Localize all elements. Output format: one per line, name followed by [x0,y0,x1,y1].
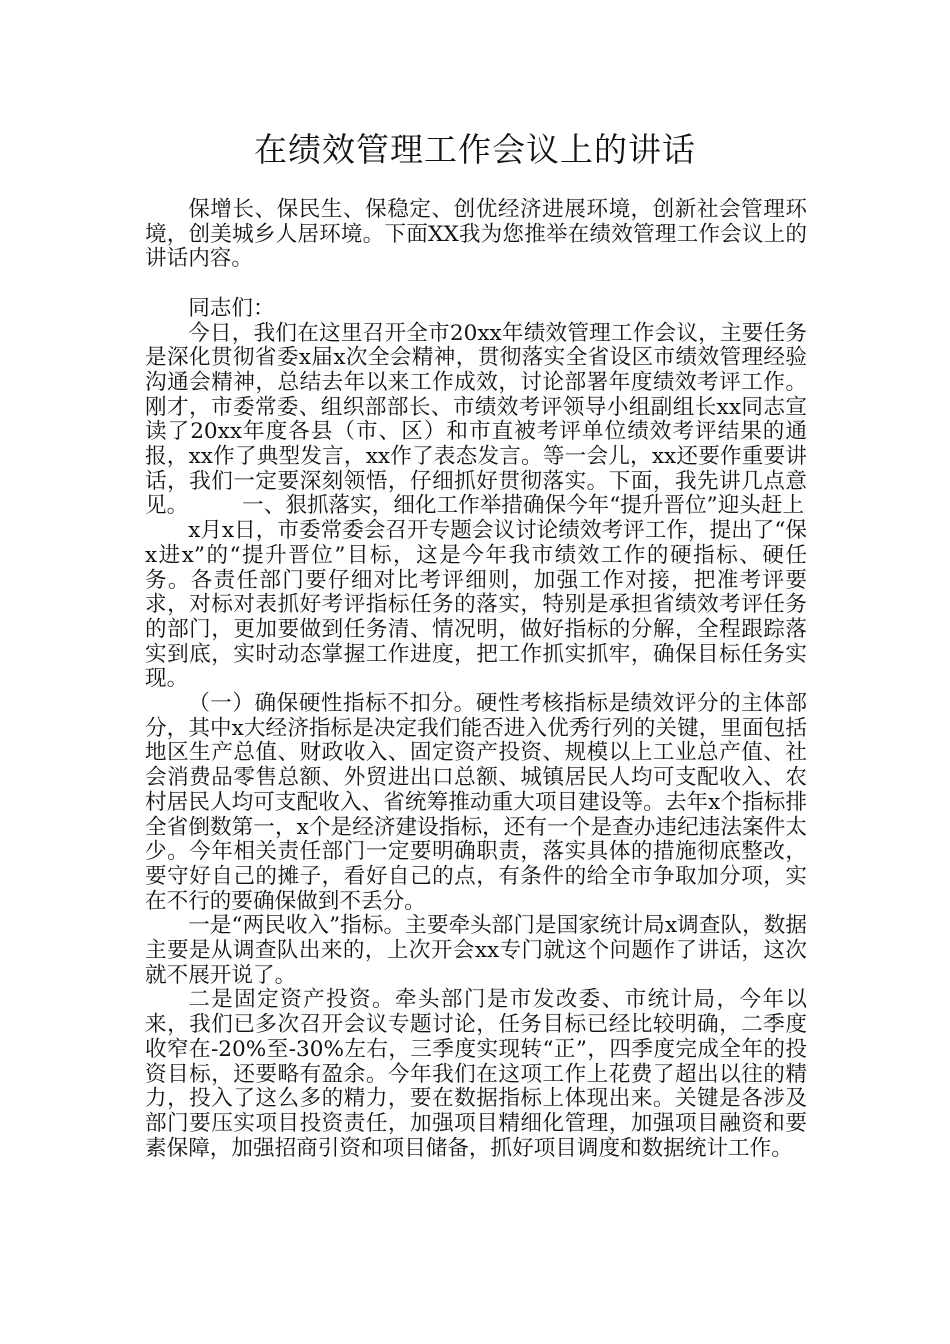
document-body [145,198,807,1161]
body-paragraph: 今日，我们在这里召开全市20xx年绩效管理工作会议，主要任务是深化贯彻省委x届x次全会精神，贯彻落实全省设区市绩效管理经验沟通会精神，总结去年以来工作成效，讨论部署年度绩效考评工作。刚才，市委常委、组织部部长、市绩效考评领导小组副组长xx同志宣读了20xx年度各县（市、区）和市直被考评单位绩效考评结果的通报，xx作了典型发言，xx作了表态发言。等一会儿，xx还要作重要讲话，我们一定要深刻领悟，仔细抓好贯彻落实。下面，我先讲几点意见。 一、狠抓落实，细化工作举措确保今年“提升晋位”迎头赶上 [145,320,807,519]
document-title: 在绩效管理工作会议上的讲话 [254,130,696,169]
body-paragraph: x月x日，市委常委会召开专题会议讨论绩效考评工作，提出了“保x进x”的“提升晋位”目标，这是今年我市绩效工作的硬指标、硬任务。各责任部门要仔细对比考评细则，加强工作对接，把准考评要求，对标对表抓好考评指标任务的落实，特别是承担省绩效考评任务的部门，更加要做到任务清、情况明，做好指标的分解，全程跟踪落实到底，实时动态掌握工作进度，把工作抓实抓牢，确保目标任务实现。 [145,518,807,692]
body-paragraph: 一是“两民收入”指标。主要牵头部门是国家统计局x调查队，数据主要是从调查队出来的，上次开会xx专门就这个问题作了讲话，这次就不展开说了。 [145,913,807,988]
body-paragraph: 二是固定资产投资。牵头部门是市发改委、市统计局，今年以来，我们已多次召开会议专题讨论，任务目标已经比较明确，二季度收窄在-20%至-30%左右，三季度实现转“正”，四季度完成全年的投资目标，还要略有盈余。今年我们在这项工作上花费了超出以往的精力，投入了这么多的精力，要在数据指标上体现出来。关键是各涉及部门要压实项目投资责任，加强项目精细化管理，加强项目融资和要素保障，加强招商引资和项目储备，抓好项目调度和数据统计工作。 [145,987,807,1161]
intro-paragraph: 保增长、保民生、保稳定、创优经济进展环境，创新社会管理环境，创美城乡人居环境。下面XX我为您推举在绩效管理工作会议上的讲话内容。 [145,197,807,272]
body-paragraph: （一）确保硬性指标不扣分。硬性考核指标是绩效评分的主体部分，其中x大经济指标是决定我们能否进入优秀行列的关键，里面包括地区生产总值、财政收入、固定资产投资、规模以上工业总产值、社会消费品零售总额、外贸进出口总额、城镇居民人均可支配收入、农村居民人均可支配收入、省统筹推动重大项目建设等。去年x个指标排全省倒数第一，x个是经济建设指标，还有一个是查办违纪违法案件太少。今年相关责任部门一定要明确职责，落实具体的措施彻底整改，要守好自己的摊子，看好自己的点，有条件的给全市争取加分项，实在不行的要确保做到不丢分。 [145,691,807,914]
greeting-line: 同志们： [188,295,275,321]
